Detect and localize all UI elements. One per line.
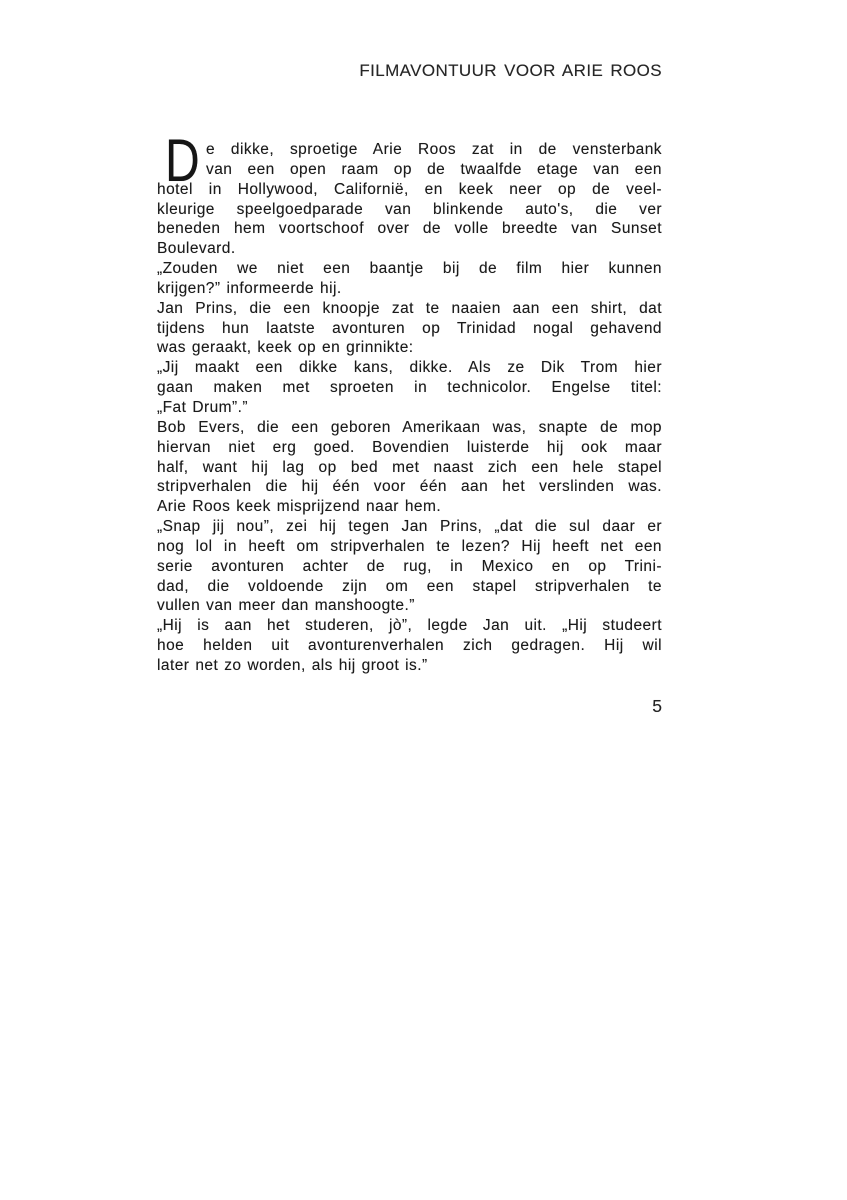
text-line: „Hij is aan het studeren, jò”, legde Jan uit. „Hij studeert [157, 617, 662, 635]
text-line: was geraakt, keek op en grinnikte: [157, 339, 414, 357]
text-line: hotel in Hollywood, Californië, en keek neer op de veel- [157, 180, 662, 198]
text-line: half, want hij lag op bed met naast zich een hele stapel [157, 458, 662, 476]
text-line: gaan maken met sproeten in technicolor. Engelse titel: [157, 379, 662, 397]
text-line: Boulevard. [157, 240, 236, 258]
drop-cap: D [165, 127, 200, 194]
text-line: Jan Prins, die een knoopje zat te naaien aan een shirt, dat [157, 299, 662, 317]
text-line: tijdens hun laatste avonturen op Trinidad nogal gehavend [157, 319, 662, 337]
text-line: „Snap jij nou”, zei hij tegen Jan Prins, „dat die sul daar er [157, 518, 662, 536]
text-line: stripverhalen die hij één voor één aan het verslinden was. [157, 478, 662, 496]
text-line: Arie Roos keek misprijzend naar hem. [157, 498, 442, 516]
body-text [157, 140, 662, 676]
text-line: „Zouden we niet een baantje bij de film hier kunnen [157, 260, 662, 278]
text-line: nog lol in heeft om stripverhalen te lezen? Hij heeft net een [157, 537, 662, 555]
page-number: 5 [652, 696, 662, 716]
text-line: Bob Evers, die een geboren Amerikaan was, snapte de mop [157, 418, 662, 436]
text-line: dad, die voldoende zijn om een stapel stripverhalen te [157, 577, 662, 595]
running-header: FILMAVONTUUR VOOR ARIE ROOS [359, 61, 662, 80]
text-line: hiervan niet erg goed. Bovendien luisterde hij ook maar [157, 438, 662, 456]
text-line: krijgen?” informeerde hij. [157, 279, 342, 297]
text-line: van een open raam op de twaalfde etage van een [206, 160, 662, 178]
text-line: beneden hem voortschoof over de volle breedte van Sunset [157, 220, 662, 238]
text-block [157, 127, 662, 676]
text-line: „Jij maakt een dikke kans, dikke. Als ze Dik Trom hier [157, 359, 662, 377]
text-line: vullen van meer dan manshoogte.” [157, 597, 415, 615]
text-line: hoe helden uit avonturenverhalen zich gedragen. Hij wil [157, 637, 662, 655]
text-line: serie avonturen achter de rug, in Mexico en op Trini- [157, 557, 662, 575]
text-line: later net zo worden, als hij groot is.” [157, 656, 428, 674]
text-line: e dikke, sproetige Arie Roos zat in de vensterbank [206, 141, 662, 158]
text-line: kleurige speelgoedparade van blinkende auto's, die ver [157, 200, 662, 218]
text-line: „Fat Drum”.” [157, 398, 248, 416]
